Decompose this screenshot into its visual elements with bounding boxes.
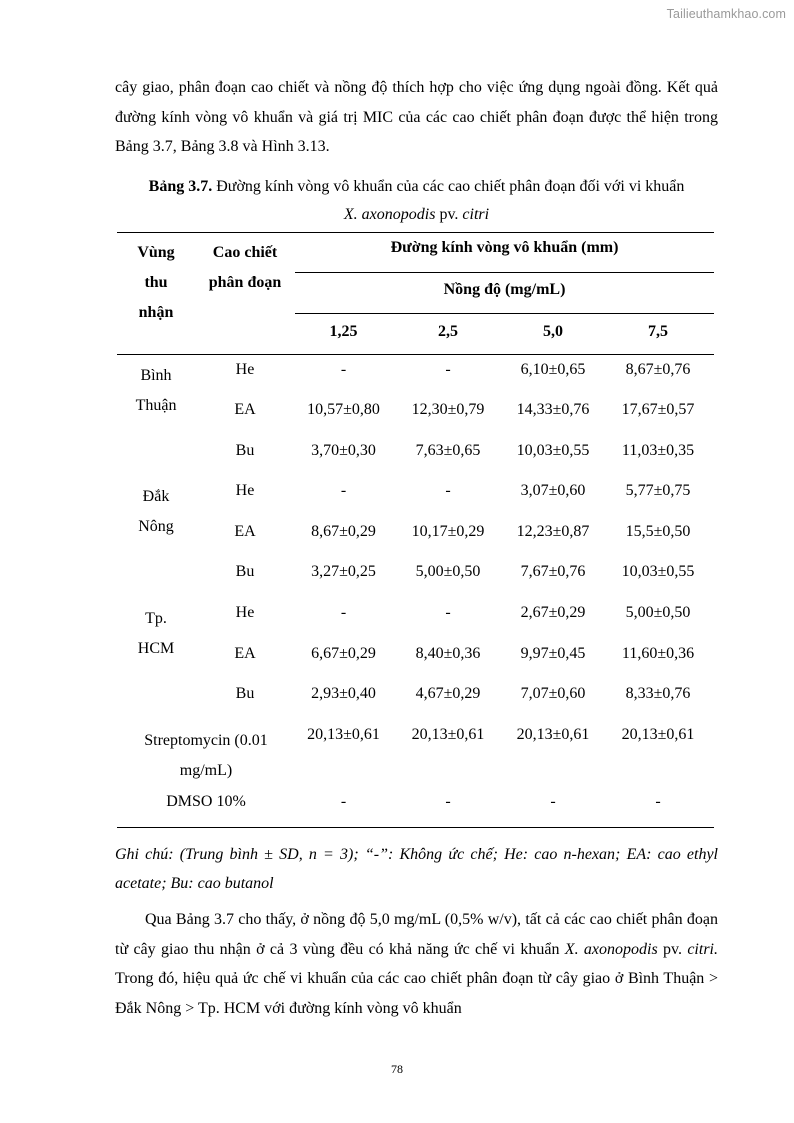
table-row: [117, 355, 714, 396]
region-label: Tp. HCM: [137, 610, 175, 658]
value-cell: 8,40±0,36: [415, 644, 481, 662]
value-cell: 6,67±0,29: [311, 644, 376, 662]
extract-cell: Bu: [235, 685, 255, 703]
value-cell: 5,00±0,50: [415, 563, 481, 581]
value-cell: 3,70±0,30: [311, 441, 376, 459]
value-cell: 4,67±0,29: [415, 685, 481, 703]
value-cell: 20,13±0,61: [307, 725, 380, 743]
region-cell: [117, 355, 195, 477]
value-cell: -: [392, 787, 504, 828]
value-cell: 7,67±0,76: [520, 563, 586, 581]
value-cell: 7,63±0,65: [415, 441, 481, 459]
caption-pathovar: citri: [462, 206, 490, 223]
header-region: Vùng thu nhận: [117, 233, 195, 355]
value-cell: -: [445, 604, 451, 622]
value-cell: 8,67±0,29: [311, 522, 376, 540]
discussion-pathovar: citri.: [687, 940, 718, 958]
table-row: [117, 436, 714, 477]
discussion-pv: pv.: [657, 940, 688, 958]
extract-cell: He: [235, 604, 255, 622]
value-cell: -: [602, 787, 714, 828]
value-cell: 20,13±0,61: [516, 725, 590, 743]
concentration-header: 7,5: [602, 314, 714, 355]
header-extract: Cao chiết phân đoạn: [195, 233, 295, 355]
extract-cell: He: [235, 482, 255, 500]
value-cell: 2,93±0,40: [311, 685, 376, 703]
discussion-text-1: Qua Bảng 3.7 cho thấy, ở nồng độ 5,0 mg/mL (0,5% w/v), tất cả các cao chiết phân đoạn từ cây giao thu nhận ở cả 3 vùng đều có khả năng ức chế vi khuẩn: [115, 911, 718, 958]
value-cell: 5,00±0,50: [625, 604, 691, 622]
value-cell: 7,07±0,60: [520, 685, 586, 703]
value-cell: 9,97±0,45: [520, 644, 586, 662]
value-cell: 8,33±0,76: [625, 685, 691, 703]
caption-text: Đường kính vòng vô khuẩn của các cao chiết phân đoạn đối với vi khuẩn: [212, 178, 685, 195]
table-row: [117, 395, 714, 436]
value-cell: 10,03±0,55: [621, 563, 695, 581]
table-row: [117, 598, 714, 639]
table-caption: [108, 173, 725, 229]
concentration-header: 5,0: [504, 314, 602, 355]
extract-cell: EA: [234, 522, 256, 540]
region-label: Đắk Nông: [138, 488, 174, 536]
value-cell: 20,13±0,61: [411, 725, 485, 743]
value-cell: 14,33±0,76: [516, 401, 590, 419]
value-cell: -: [340, 482, 347, 500]
watermark: Tailieuthamkhao.com: [666, 7, 786, 21]
value-cell: 8,67±0,76: [625, 361, 691, 378]
value-cell: 3,27±0,25: [311, 563, 376, 581]
control-label: Streptomycin (0.01 mg/mL): [144, 731, 268, 779]
region-cell: [117, 598, 195, 720]
results-table: [117, 232, 714, 828]
table-row: [117, 679, 714, 720]
table-row: [117, 639, 714, 680]
region-label: Bình Thuận: [135, 367, 177, 414]
value-cell: -: [445, 482, 451, 500]
value-cell: 12,23±0,87: [516, 522, 590, 540]
page-number: 78: [391, 1062, 403, 1076]
value-cell: -: [340, 604, 347, 622]
extract-cell: He: [235, 361, 255, 378]
value-cell: 5,77±0,75: [625, 482, 691, 500]
caption-pv: pv.: [435, 206, 463, 223]
control-label-cell: [117, 720, 295, 787]
header-diameter: Đường kính vòng vô khuẩn (mm): [295, 233, 714, 273]
value-cell: 11,60±0,36: [621, 644, 695, 662]
extract-cell: EA: [234, 644, 256, 662]
table-note: Ghi chú: (Trung bình ± SD, n = 3); “-”: Không ức chế; He: cao n-hexan; EA: cao ethyl acetate; Bu: cao butanol: [115, 846, 718, 892]
caption-species: X. axonopodis: [343, 206, 436, 223]
discussion-species: X. axonopodis: [564, 940, 658, 958]
extract-cell: Bu: [235, 441, 255, 459]
value-cell: 20,13±0,61: [621, 725, 695, 743]
value-cell: -: [340, 361, 347, 378]
value-cell: 3,07±0,60: [520, 482, 586, 500]
value-cell: -: [295, 787, 392, 828]
value-cell: 11,03±0,35: [621, 441, 695, 459]
table-row: [117, 476, 714, 517]
value-cell: 6,10±0,65: [520, 361, 586, 378]
header-concentration: Nồng độ (mg/mL): [295, 273, 714, 314]
value-cell: 15,5±0,50: [625, 522, 691, 540]
extract-cell: EA: [234, 401, 256, 419]
table-row: [117, 517, 714, 558]
control-row-streptomycin: [117, 720, 714, 787]
table-row: [117, 557, 714, 598]
value-cell: 10,57±0,80: [307, 401, 380, 419]
control-row-dmso: [117, 787, 714, 828]
concentration-header: 2,5: [392, 314, 504, 355]
value-cell: -: [504, 787, 602, 828]
discussion-text-2: Trong đó, hiệu quả ức chế vi khuẩn của các cao chiết phân đoạn từ cây giao ở Bình Thuận > Đắk Nông > Tp. HCM với đường kính vòng vô khuẩn: [115, 970, 718, 1017]
intro-paragraph: cây giao, phân đoạn cao chiết và nồng độ thích hợp cho việc ứng dụng ngoài đồng. Kết quả đường kính vòng vô khuẩn và giá trị MIC của các cao chiết phân đoạn được thể hiện trong Bảng 3.7, Bảng 3.8 và Hình 3.13.: [115, 79, 718, 155]
value-cell: -: [445, 361, 451, 378]
value-cell: 2,67±0,29: [520, 604, 586, 622]
control-label-cell: DMSO 10%: [117, 787, 295, 828]
extract-cell: Bu: [235, 563, 255, 581]
caption-label: Bảng 3.7.: [148, 178, 213, 195]
value-cell: 17,67±0,57: [621, 401, 695, 419]
region-cell: [117, 476, 195, 598]
value-cell: 10,17±0,29: [411, 522, 485, 540]
value-cell: 12,30±0,79: [411, 401, 485, 419]
discussion-paragraph: [115, 905, 718, 1023]
concentration-header: 1,25: [295, 314, 392, 355]
value-cell: 10,03±0,55: [516, 441, 590, 459]
